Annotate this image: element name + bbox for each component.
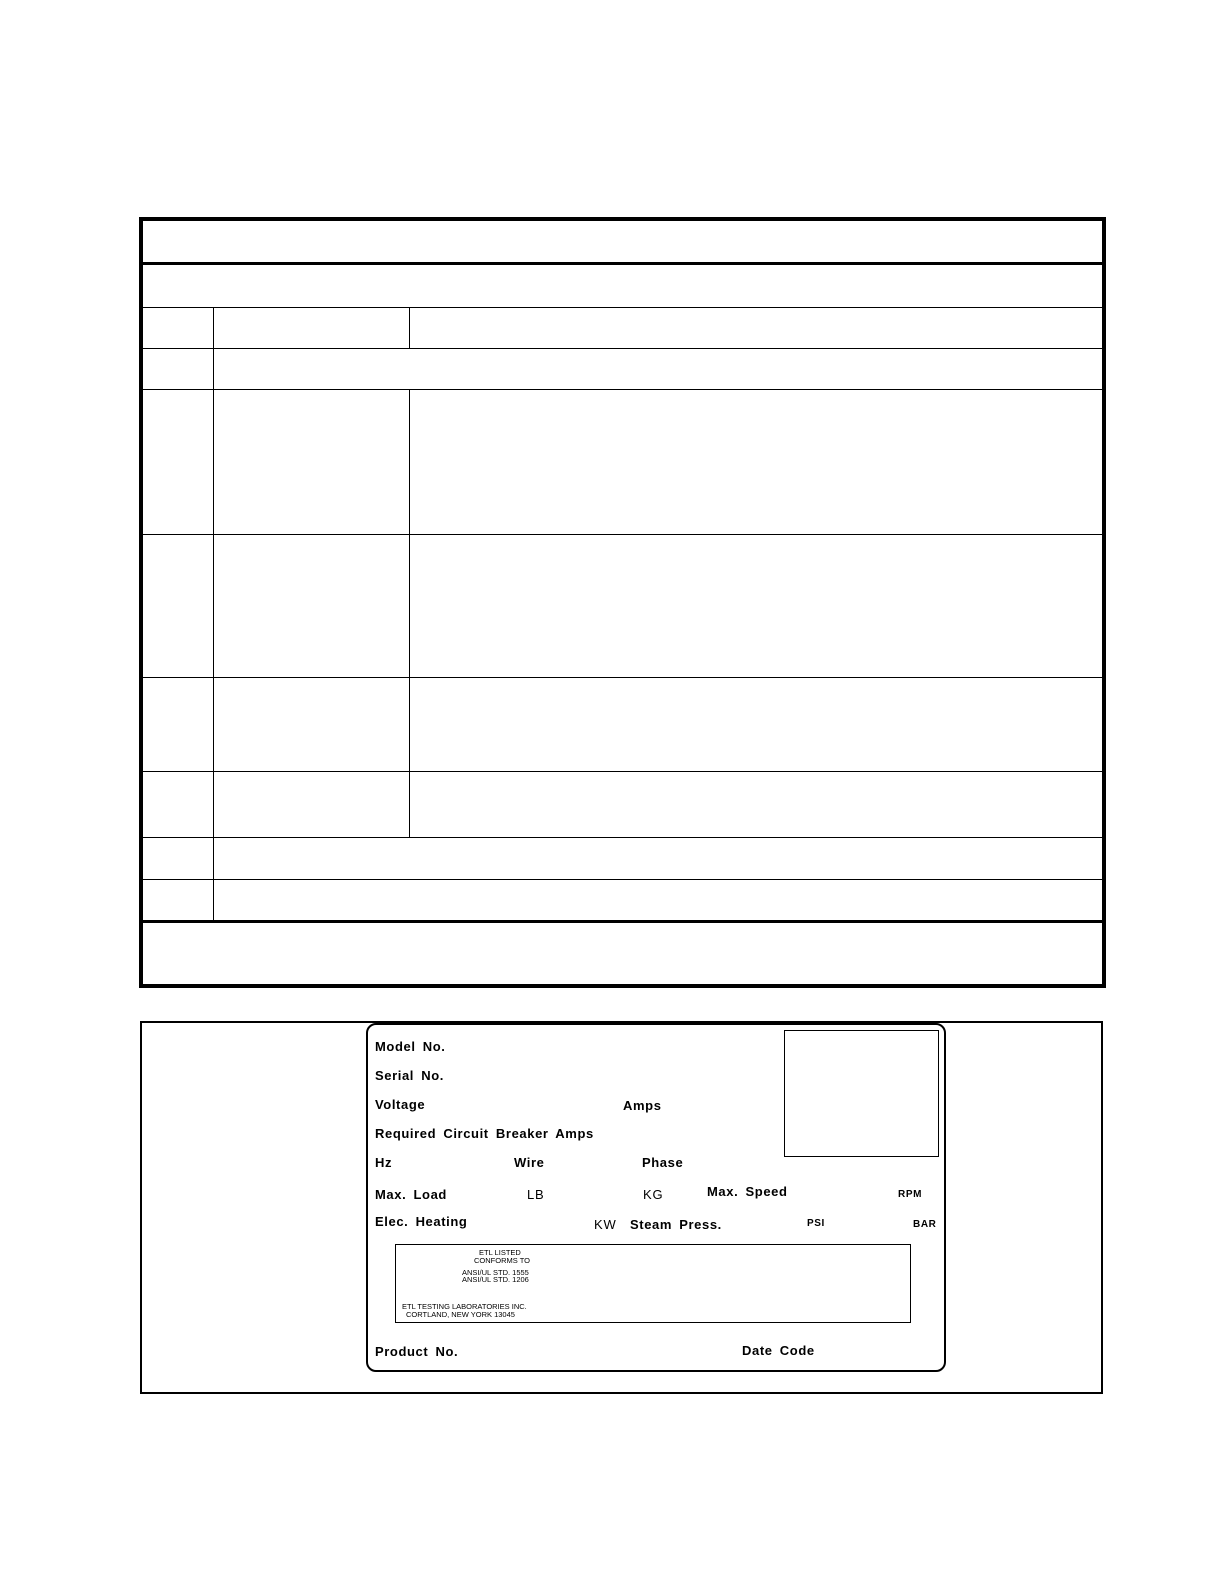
max-speed-label: Max. Speed (707, 1184, 788, 1199)
cert-lab-name: ETL TESTING LABORATORIES INC. (402, 1302, 527, 1311)
table-divider-header (143, 262, 1102, 265)
phase-label: Phase (642, 1155, 684, 1170)
table-divider-row-3 (143, 389, 1102, 390)
product-no-label: Product No. (375, 1344, 459, 1359)
table-divider-row-5 (143, 677, 1102, 678)
table-divider-row-4 (143, 534, 1102, 535)
date-code-label: Date Code (742, 1343, 815, 1358)
table-divider-footer (143, 920, 1102, 923)
table-column-rule-1 (213, 307, 214, 921)
max-load-label: Max. Load (375, 1187, 447, 1202)
table-column-rule-2b (409, 389, 410, 837)
lb-unit: LB (527, 1187, 545, 1202)
hz-label: Hz (375, 1155, 393, 1170)
circuit-breaker-label: Required Circuit Breaker Amps (375, 1126, 594, 1141)
model-no-label: Model No. (375, 1039, 446, 1054)
cert-std-1206: ANSI/UL STD. 1206 (462, 1275, 529, 1284)
table-divider-row-7 (143, 837, 1102, 838)
bar-unit: BAR (913, 1219, 937, 1230)
amps-label: Amps (623, 1098, 662, 1113)
wire-label: Wire (514, 1155, 545, 1170)
table-divider-row-2 (143, 348, 1102, 349)
nameplate-photo-box (784, 1030, 939, 1157)
table-divider-row-6 (143, 771, 1102, 772)
cert-std-1555: ANSI/UL STD. 1555 (462, 1268, 529, 1277)
cert-conforms-to: CONFORMS TO (474, 1256, 530, 1265)
steam-press-label: Steam Press. (630, 1217, 722, 1232)
voltage-label: Voltage (375, 1097, 426, 1112)
cert-etl-listed: ETL LISTED (479, 1248, 521, 1257)
kg-unit: KG (643, 1187, 664, 1202)
psi-unit: PSI (807, 1218, 825, 1229)
rpm-unit: RPM (898, 1189, 923, 1200)
elec-heating-label: Elec. Heating (375, 1214, 468, 1229)
kw-unit: KW (594, 1217, 617, 1232)
table-column-rule-2a (409, 307, 410, 348)
cert-lab-address: CORTLAND, NEW YORK 13045 (406, 1310, 515, 1319)
form-table (139, 217, 1106, 988)
table-divider-row-1 (143, 307, 1102, 308)
table-divider-row-8 (143, 879, 1102, 880)
serial-no-label: Serial No. (375, 1068, 444, 1083)
